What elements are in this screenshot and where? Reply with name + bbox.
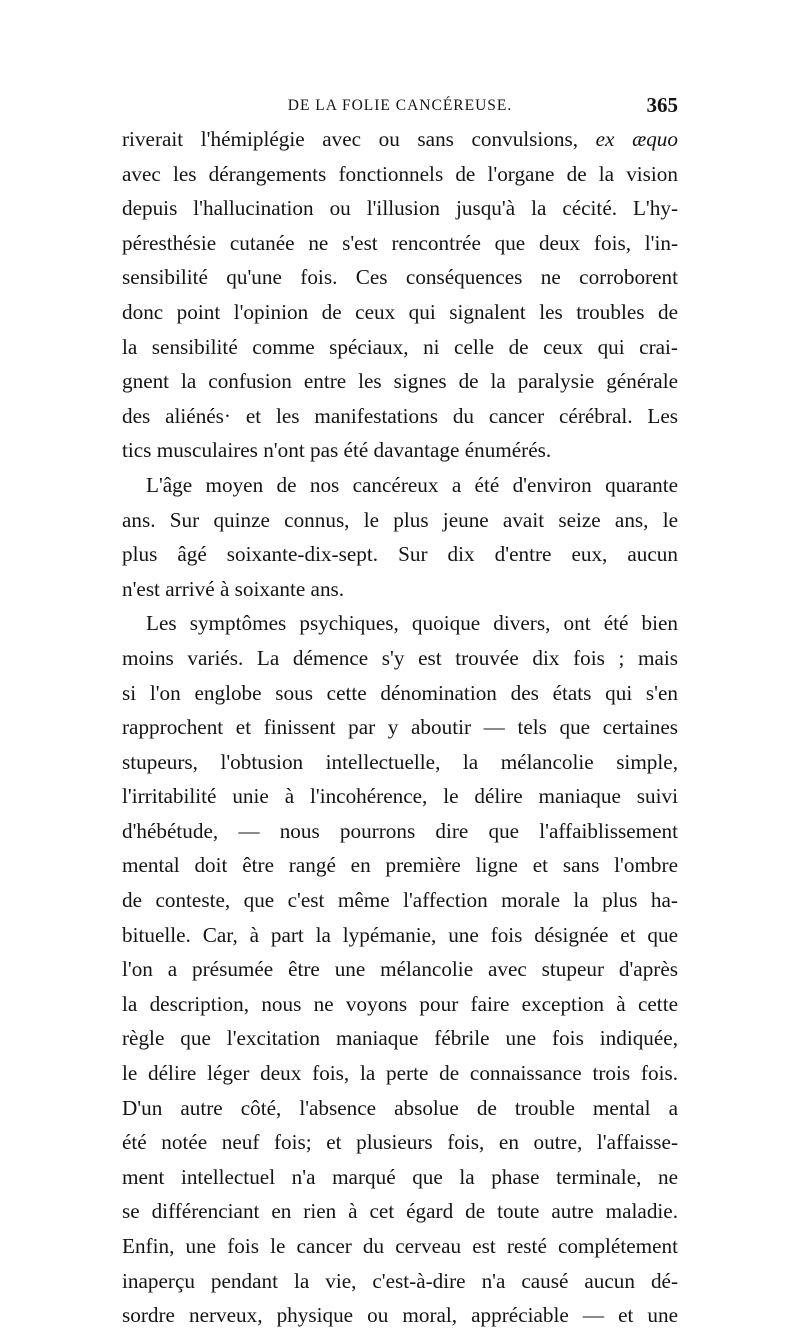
text-line-17: si l'on englobe sous cette dénomination des états qui s'en: [122, 680, 678, 705]
text-line-2: avec les dérangements fonctionnels de l'organe de la vision: [122, 161, 678, 186]
text-line-24: bituelle. Car, à part la lypémanie, une fois désignée et que: [122, 922, 678, 947]
text-line-12: ans. Sur quinze connus, le plus jeune avait seize ans, le: [122, 507, 678, 532]
text-line-3: depuis l'hallucination ou l'illusion jusqu'à la cécité. L'hy-: [122, 196, 678, 221]
text-line-22: mental doit être rangé en première ligne et sans l'ombre: [122, 853, 678, 878]
running-title: DE LA FOLIE CANCÉREUSE.: [287, 97, 513, 114]
text-line-35: sordre nerveux, physique ou moral, appréciable — et une: [122, 1303, 678, 1328]
text-line-5: sensibilité qu'une fois. Ces conséquences ne corroborent: [122, 265, 678, 290]
text-line-7: la sensibilité comme spéciaux, ni celle de ceux qui crai-: [122, 334, 678, 359]
latin-phrase: ex æquo: [595, 127, 678, 151]
text-line-14: n'est arrivé à soixante ans.: [122, 576, 345, 601]
text-line-1: riverait l'hémiplégie avec ou sans convulsions, ex æquo: [122, 127, 678, 151]
text-line-26: la description, nous ne voyons pour faire exception à cette: [122, 991, 678, 1016]
text-line-9: des aliénés· et les manifestations du cancer cérébral. Les: [122, 403, 678, 428]
page-number: 365: [646, 93, 678, 117]
text-line-34: inaperçu pendant la vie, c'est-à-dire n'a causé aucun dé-: [122, 1268, 678, 1293]
text-line-23: de conteste, que c'est même l'affection morale la plus ha-: [122, 888, 678, 913]
text-line-27: règle que l'excitation maniaque fébrile une fois indiquée,: [122, 1026, 678, 1051]
text-line-30: été notée neuf fois; et plusieurs fois, en outre, l'affaisse-: [122, 1130, 678, 1155]
text-line-8: gnent la confusion entre les signes de la paralysie générale: [122, 369, 678, 394]
text-line-6: donc point l'opinion de ceux qui signalent les troubles de: [122, 299, 678, 324]
text-line-21: d'hébétude, — nous pourrons dire que l'affaiblissement: [122, 818, 678, 843]
running-head: [122, 94, 678, 118]
text-line-18: rapprochent et finissent par y aboutir — tels que certaines: [122, 715, 678, 740]
text-line-28: le délire léger deux fois, la perte de connaissance trois fois.: [122, 1061, 678, 1086]
text-line-25: l'on a présumée être une mélancolie avec stupeur d'après: [122, 957, 678, 982]
paragraph-2-line-1: L'âge moyen de nos cancéreux a été d'environ quarante: [146, 472, 678, 497]
body-text: [122, 122, 678, 1333]
text-line-10: tics musculaires n'ont pas été davantage énumérés.: [122, 438, 552, 463]
text-line-20: l'irritabilité unie à l'incohérence, le délire maniaque suivi: [122, 784, 678, 809]
text-line-19: stupeurs, l'obtusion intellectuelle, la mélancolie simple,: [122, 749, 678, 774]
text-line-4: péresthésie cutanée ne s'est rencontrée que deux fois, l'in-: [122, 230, 678, 255]
text-line-32: se différenciant en rien à cet égard de toute autre maladie.: [122, 1199, 678, 1224]
text-line-29: D'un autre côté, l'absence absolue de trouble mental a: [122, 1095, 678, 1120]
paragraph-3-line-1: Les symptômes psychiques, quoique divers, ont été bien: [146, 611, 678, 636]
text-line-16: moins variés. La démence s'y est trouvée dix fois ; mais: [122, 645, 678, 670]
text-line-31: ment intellectuel n'a marqué que la phase terminale, ne: [122, 1164, 678, 1189]
text-line-33: Enfin, une fois le cancer du cerveau est resté complétement: [122, 1234, 678, 1258]
text-line-13: plus âgé soixante-dix-sept. Sur dix d'entre eux, aucun: [122, 542, 678, 567]
